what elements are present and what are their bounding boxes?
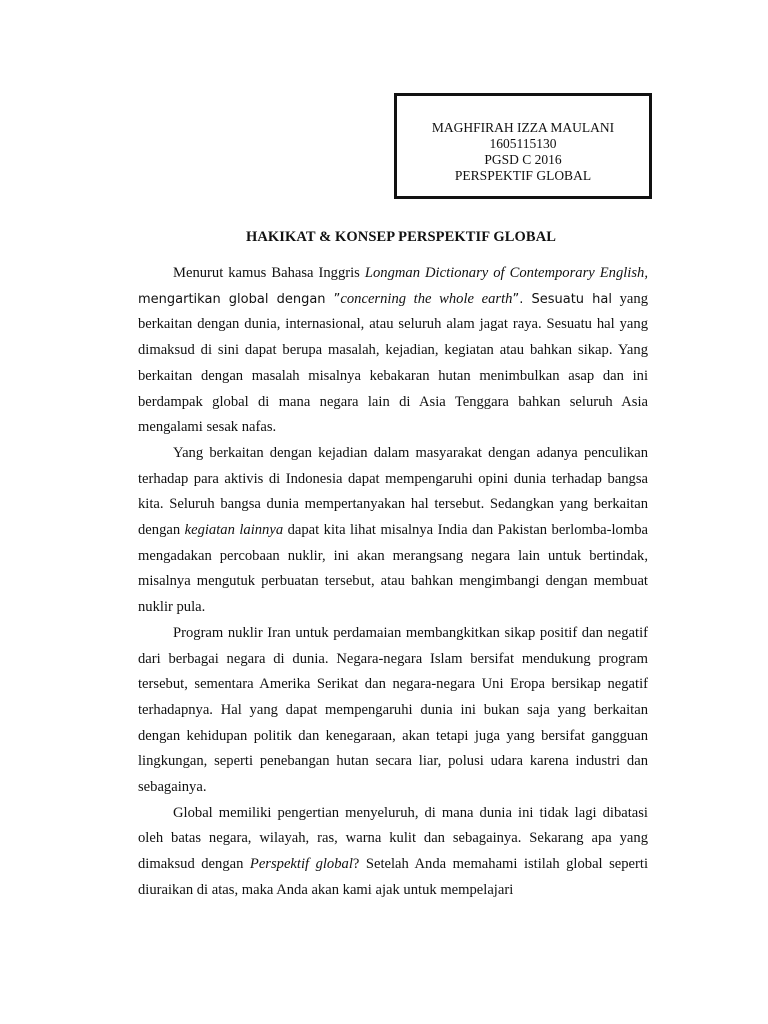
identity-box: [394, 93, 652, 199]
paragraph-2-emphasis: kegiatan lainnya: [184, 522, 284, 539]
paragraph-2-text-c: dapat kita lihat misalnya India dan Pakistan berlomba-lomba mengadakan percobaan nuklir, ini akan merangsang negara lain untuk bertindak, misalnya mengutuk perbuatan tersebut, atau bahkan mengimbangi dengan membuat nuklir pula.: [138, 522, 648, 616]
paragraph-3: Program nuklir Iran untuk perdamaian membangkitkan sikap positif dan negatif dari berbagai negara di dunia. Negara-negara Islam bersifat mendukung program tersebut, sementara Amerika Serikat dan negara-negara Uni Eropa bersikap negatif terhadapnya. Hal yang dapat mempengaruhi dunia ini bukan saja yang berkaitan dengan kehidupan politik dan kenegaraan, akan tetapi juga yang bersifat gangguan lingkungan, seperti penebangan hutan secara liar, polusi udara karena industri dan sebagainya.: [138, 624, 648, 796]
paragraph-1-text-a: Menurut kamus Bahasa Inggris: [173, 265, 365, 281]
paragraph-1: [138, 261, 648, 441]
paragraph-1-text-e: ”. Sesuatu hal: [512, 291, 612, 307]
paragraph-4: [138, 801, 648, 904]
definition-quote: concerning the whole earth: [340, 290, 513, 307]
dictionary-title: Longman Dictionary of Contemporary English,: [364, 265, 648, 281]
paragraph-4-emphasis: Perspektif global: [249, 856, 353, 873]
paragraph-4-text-a: Global memiliki pengertian menyeluruh, di mana dunia ini tidak lagi dibatasi oleh batas negara, wilayah, ras, warna kulit dan sebagainya. Sekarang apa yang dimaksud dengan: [138, 804, 648, 873]
paragraph-1-text-c: mengartikan global dengan ”: [138, 291, 341, 307]
paragraph-2-text-a: Yang berkaitan dengan kejadian dalam masyarakat dengan adanya penculikan terhadap para aktivis di Indonesia dapat mempengaruhi opini dunia terhadap bangsa kita. Seluruh bangsa dunia mempertanyakan hal tersebut. Sedangkan yang berkaitan dengan: [138, 444, 648, 539]
student-id: 1605115130: [489, 136, 557, 151]
paragraph-1-text-f: yang berkaitan dengan dunia, internasional, atau seluruh alam jagat raya. Sesuatu hal yang dimaksud di sini dapat berupa masalah, kejadian, kegiatan atau bahkan sikap. Yang berkaitan dengan masalah misalnya kebakaran hutan menimbulkan asap dan ini berdampak global di mana negara lain di Asia Tenggara bahkan seluruh Asia mengalami sesak nafas.: [138, 290, 648, 436]
course-label: PERSPEKTIF GLOBAL: [454, 168, 592, 183]
paragraph-2: [138, 441, 648, 621]
document-body: [138, 261, 648, 904]
page-title: HAKIKAT & KONSEP PERSPEKTIF GLOBAL: [245, 229, 557, 245]
class-label: PGSD C 2016: [484, 152, 562, 167]
student-name: MAGHFIRAH IZZA MAULANI: [431, 120, 615, 135]
paragraph-4-text-c: ? Setelah Anda memahami istilah global seperti diuraikan di atas, maka Anda akan kami ajak untuk mempelajari: [138, 856, 648, 898]
